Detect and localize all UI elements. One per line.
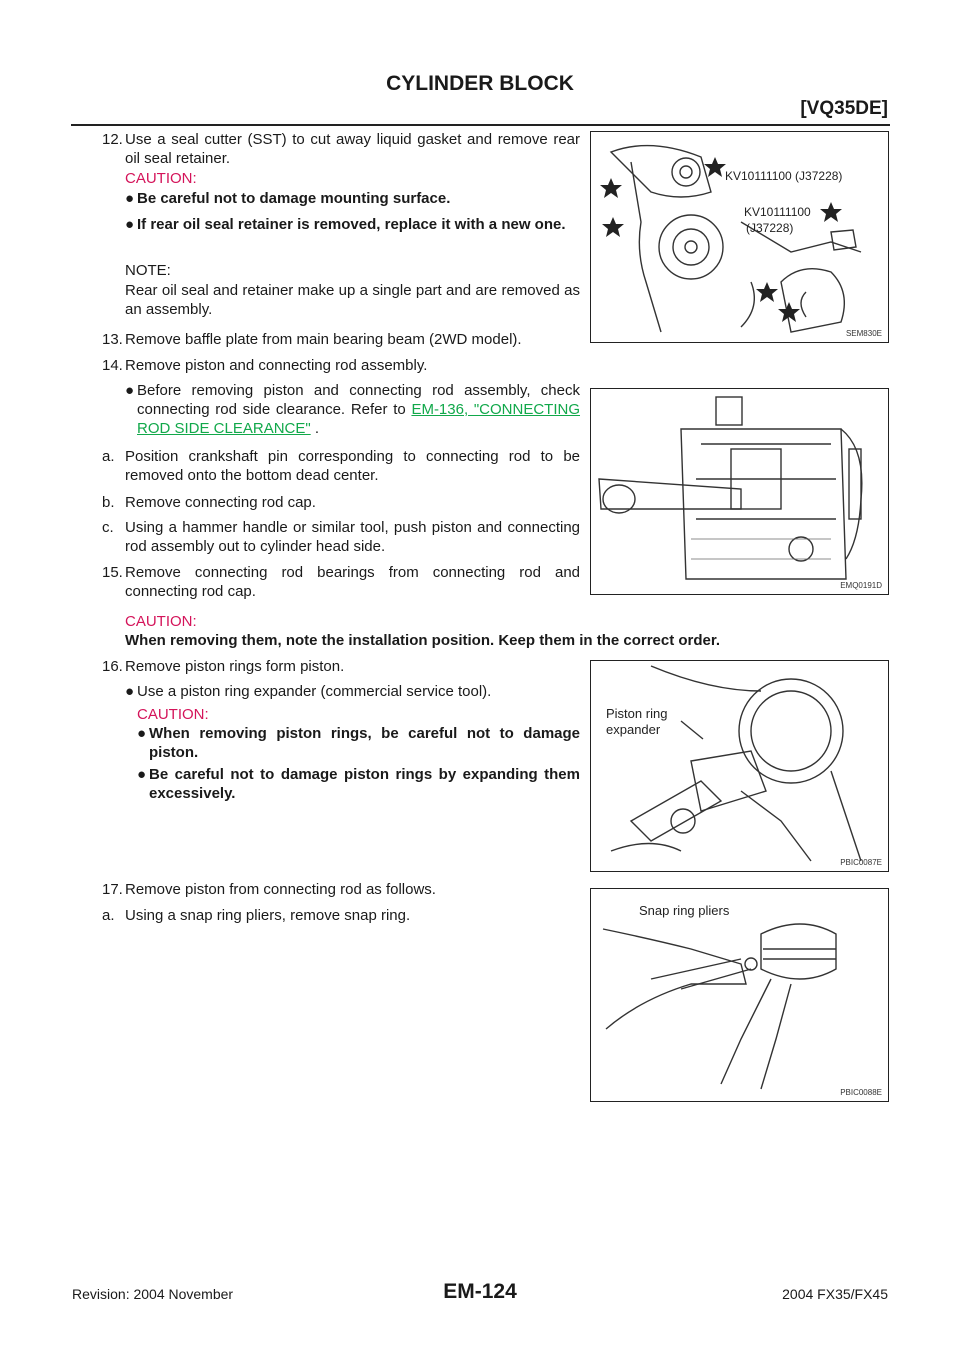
cross-reference-link[interactable]: EM-136, "CONNECTING ROD SIDE CLEARANCE" <box>137 401 580 437</box>
bullet-icon: ● <box>125 683 135 700</box>
caution-label: CAUTION: <box>125 613 197 630</box>
page-number: EM-124 <box>443 1280 517 1303</box>
figure-snap-ring-pliers <box>590 888 889 1102</box>
engine-code: [VQ35DE] <box>800 98 888 119</box>
step-16: 16. Remove piston rings form piston. <box>102 658 345 675</box>
svg-text:KV10111100 (J37228): KV10111100 (J37228) <box>725 169 843 183</box>
caution-label: CAUTION: <box>125 170 197 187</box>
step-17: 17. Remove piston from connecting rod as follows. <box>102 881 436 898</box>
page-title: CYLINDER BLOCK <box>386 72 574 95</box>
piston-ring-expander-illustration <box>591 661 888 871</box>
svg-text:Snap ring pliers: Snap ring pliers <box>639 903 730 918</box>
bullet-item: ● Use a piston ring expander (commercial service tool). <box>125 683 492 700</box>
figure-piston-ring-expander <box>590 660 889 872</box>
step-13: 13. Remove baffle plate from main bearing beam (2WD model). <box>102 331 522 348</box>
bullet-icon: ● <box>137 725 147 742</box>
step-number: 12. <box>102 131 123 148</box>
svg-text:expander: expander <box>606 722 661 737</box>
svg-text:Piston ring: Piston ring <box>606 706 668 721</box>
bullet-icon: ● <box>125 382 135 399</box>
step-14: 14. Remove piston and connecting rod assembly. <box>102 357 428 374</box>
caution-text: When removing them, note the installation position. Keep them in the correct order. <box>125 632 721 649</box>
bullet-icon: ● <box>125 190 135 207</box>
bullet-item: ● Before removing piston and connecting rod assembly, check connecting rod side clearance. Refer to EM-136, "CONNECTING ROD SIDE CLEARANCE" . <box>125 382 580 437</box>
step-14c: c. Using a hammer handle or similar tool, push piston and connecting rod assembly out to cylinder head side. <box>102 519 580 555</box>
model-label: 2004 FX35/FX45 <box>782 1286 888 1302</box>
caution-item: ● Be careful not to damage mounting surface. <box>125 190 451 207</box>
caution-item: ● When removing piston rings, be careful not to damage piston. <box>137 725 580 761</box>
step-15: 15. Remove connecting rod bearings from connecting rod and connecting rod cap. <box>102 564 580 600</box>
svg-text:(J37228): (J37228) <box>746 221 794 235</box>
figure-seal-cutter <box>590 131 889 343</box>
figure-code: PBIC0087E <box>840 858 882 867</box>
step-text: Use a seal cutter (SST) to cut away liquid gasket and remove rear oil seal retainer. <box>125 131 580 167</box>
figure-code: PBIC0088E <box>840 1088 882 1097</box>
bullet-icon: ● <box>137 766 147 783</box>
note-label: NOTE: <box>125 262 171 279</box>
seal-cutter-illustration <box>591 132 888 342</box>
caution-label: CAUTION: <box>137 706 209 723</box>
snap-ring-pliers-illustration <box>591 889 888 1101</box>
step-14b: b. Remove connecting rod cap. <box>102 494 316 511</box>
bullet-icon: ● <box>125 216 135 233</box>
note-text: Rear oil seal and retainer make up a single part and are removed as an assembly. <box>125 282 580 318</box>
step-12 <box>102 130 580 168</box>
figure-code: SEM830E <box>845 329 882 338</box>
header-rule <box>71 124 890 126</box>
step-17a: a. Using a snap ring pliers, remove snap ring. <box>102 907 411 924</box>
svg-text:KV10111100: KV10111100 <box>744 205 811 219</box>
revision-date: Revision: 2004 November <box>72 1286 234 1302</box>
caution-item: ● Be careful not to damage piston rings by expanding them excessively. <box>137 766 580 802</box>
figure-connecting-rod <box>590 388 889 595</box>
connecting-rod-illustration <box>591 389 888 594</box>
step-14a: a. Position crankshaft pin corresponding to connecting rod to be removed onto the bottom dead center. <box>102 448 580 484</box>
figure-code: EMQ0191D <box>840 581 882 590</box>
caution-item: ● If rear oil seal retainer is removed, replace it with a new one. <box>125 216 566 233</box>
